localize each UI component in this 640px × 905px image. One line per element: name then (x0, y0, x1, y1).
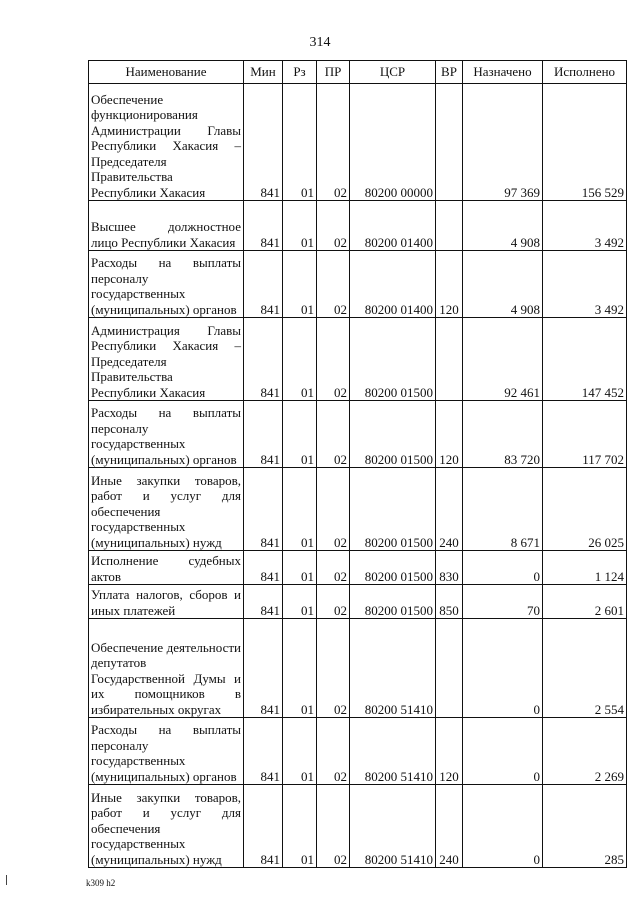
row-min: 841 (244, 401, 283, 468)
row-assigned: 0 (463, 718, 543, 785)
row-vr (436, 201, 463, 251)
row-csr: 80200 01500 (350, 585, 436, 619)
row-vr (436, 318, 463, 401)
row-assigned: 0 (463, 551, 543, 585)
row-csr: 80200 01500 (350, 401, 436, 468)
header-pr: ПР (317, 61, 350, 84)
row-name: Уплата налогов, сборов и иных платежей (89, 585, 244, 619)
row-csr: 80200 01400 (350, 251, 436, 318)
row-min: 841 (244, 785, 283, 868)
row-executed: 26 025 (543, 468, 627, 551)
row-assigned: 0 (463, 619, 543, 718)
row-rz: 01 (283, 201, 317, 251)
header-assigned: Назначено (463, 61, 543, 84)
row-rz: 01 (283, 401, 317, 468)
row-executed: 2 601 (543, 585, 627, 619)
row-executed: 156 529 (543, 84, 627, 201)
margin-mark (6, 875, 7, 885)
row-name: Расходы на выплаты персоналу государственных (муниципальных) органов (89, 251, 244, 318)
row-rz: 01 (283, 318, 317, 401)
table-row (89, 468, 627, 551)
row-name: Иные закупки товаров, работ и услуг для обеспечения государственных (муниципальных) нужд (89, 468, 244, 551)
row-vr (436, 84, 463, 201)
row-rz: 01 (283, 718, 317, 785)
row-vr: 240 (436, 785, 463, 868)
row-rz: 01 (283, 251, 317, 318)
row-pr: 02 (317, 401, 350, 468)
table-row (89, 785, 627, 868)
row-min: 841 (244, 585, 283, 619)
row-assigned: 8 671 (463, 468, 543, 551)
row-pr: 02 (317, 551, 350, 585)
row-pr: 02 (317, 84, 350, 201)
row-min: 841 (244, 318, 283, 401)
header-executed: Исполнено (543, 61, 627, 84)
row-pr: 02 (317, 585, 350, 619)
row-csr: 80200 51410 (350, 718, 436, 785)
header-csr: ЦСР (350, 61, 436, 84)
row-assigned: 97 369 (463, 84, 543, 201)
row-vr (436, 619, 463, 718)
row-min: 841 (244, 251, 283, 318)
table-row (89, 585, 627, 619)
header-min: Мин (244, 61, 283, 84)
row-csr: 80200 01400 (350, 201, 436, 251)
row-rz: 01 (283, 785, 317, 868)
row-assigned: 83 720 (463, 401, 543, 468)
row-min: 841 (244, 718, 283, 785)
row-assigned: 0 (463, 785, 543, 868)
row-pr: 02 (317, 318, 350, 401)
row-assigned: 4 908 (463, 251, 543, 318)
table-header-row (89, 61, 627, 84)
row-vr: 240 (436, 468, 463, 551)
table-row (89, 718, 627, 785)
row-name: Обеспечение функционирования Администрации Главы Республики Хакасия – Председателя Правительства Республики Хакасия (89, 84, 244, 201)
table-row (89, 251, 627, 318)
row-pr: 02 (317, 718, 350, 785)
row-min: 841 (244, 468, 283, 551)
row-vr: 120 (436, 251, 463, 318)
row-executed: 3 492 (543, 251, 627, 318)
row-name: Высшее должностное лицо Республики Хакасия (89, 201, 244, 251)
row-executed: 2 269 (543, 718, 627, 785)
header-vr: ВР (436, 61, 463, 84)
row-min: 841 (244, 551, 283, 585)
row-csr: 80200 51410 (350, 619, 436, 718)
table-row (89, 619, 627, 718)
page-number: 314 (309, 35, 331, 50)
row-name: Обеспечение деятельности депутатов Государственной Думы и их помощников в избирательных округах (89, 619, 244, 718)
table-row (89, 318, 627, 401)
row-vr: 120 (436, 401, 463, 468)
row-csr: 80200 01500 (350, 551, 436, 585)
row-executed: 1 124 (543, 551, 627, 585)
row-vr: 850 (436, 585, 463, 619)
table-row (89, 551, 627, 585)
row-executed: 3 492 (543, 201, 627, 251)
row-csr: 80200 51410 (350, 785, 436, 868)
row-name: Расходы на выплаты персоналу государственных (муниципальных) органов (89, 718, 244, 785)
row-csr: 80200 01500 (350, 318, 436, 401)
row-pr: 02 (317, 201, 350, 251)
row-min: 841 (244, 84, 283, 201)
row-executed: 285 (543, 785, 627, 868)
row-csr: 80200 01500 (350, 468, 436, 551)
table-row (89, 201, 627, 251)
header-name: Наименование (89, 61, 244, 84)
row-csr: 80200 00000 (350, 84, 436, 201)
row-vr: 120 (436, 718, 463, 785)
row-pr: 02 (317, 468, 350, 551)
row-pr: 02 (317, 785, 350, 868)
table-row (89, 84, 627, 201)
row-rz: 01 (283, 468, 317, 551)
footer-code: k309 h2 (86, 878, 116, 888)
row-rz: 01 (283, 551, 317, 585)
row-name: Исполнение судебных актов (89, 551, 244, 585)
row-min: 841 (244, 619, 283, 718)
row-executed: 117 702 (543, 401, 627, 468)
row-pr: 02 (317, 251, 350, 318)
table-row (89, 401, 627, 468)
row-rz: 01 (283, 84, 317, 201)
budget-table (88, 60, 627, 868)
row-assigned: 92 461 (463, 318, 543, 401)
table-body (89, 84, 627, 868)
header-rz: Рз (283, 61, 317, 84)
row-assigned: 4 908 (463, 201, 543, 251)
row-executed: 147 452 (543, 318, 627, 401)
row-executed: 2 554 (543, 619, 627, 718)
row-assigned: 70 (463, 585, 543, 619)
row-min: 841 (244, 201, 283, 251)
row-rz: 01 (283, 619, 317, 718)
row-name: Иные закупки товаров, работ и услуг для обеспечения государственных (муниципальных) нужд (89, 785, 244, 868)
row-name: Расходы на выплаты персоналу государственных (муниципальных) органов (89, 401, 244, 468)
row-vr: 830 (436, 551, 463, 585)
row-rz: 01 (283, 585, 317, 619)
row-pr: 02 (317, 619, 350, 718)
row-name: Администрация Главы Республики Хакасия – Председателя Правительства Республики Хакасия (89, 318, 244, 401)
